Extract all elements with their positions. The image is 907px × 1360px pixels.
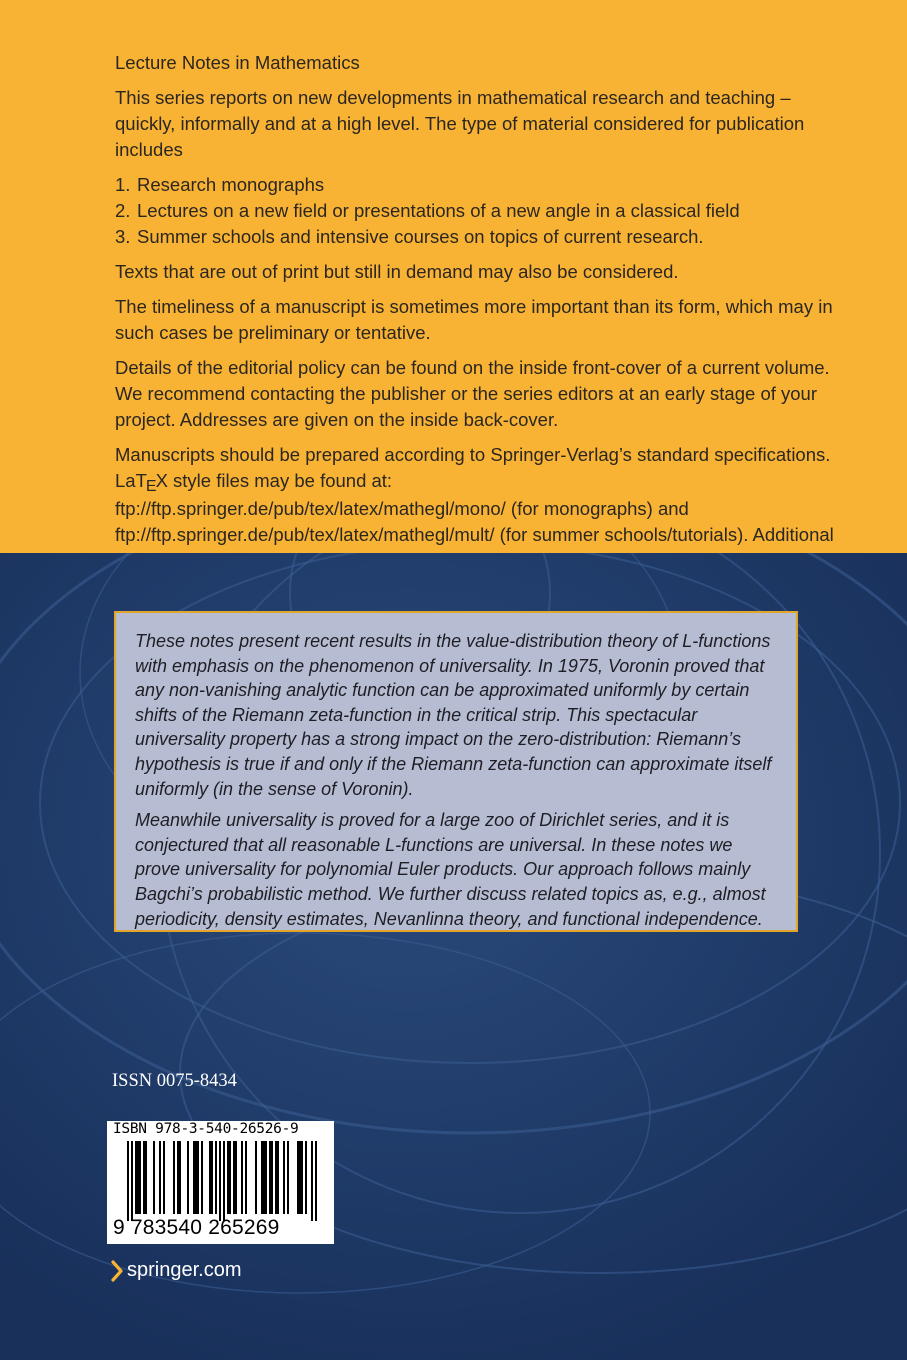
barcode-bar bbox=[241, 1141, 243, 1214]
barcode-bar bbox=[201, 1141, 203, 1214]
barcode-bar bbox=[275, 1141, 277, 1214]
springer-website-link[interactable] bbox=[110, 1259, 242, 1282]
barcode-bar bbox=[143, 1141, 145, 1214]
barcode-bar bbox=[269, 1141, 271, 1214]
barcode-bar bbox=[223, 1141, 225, 1221]
editorial-policy-paragraph: Details of the editorial policy can be found on the inside front-cover of a current volume. We recommend contacting the publisher or the series editors at an early stage of your project. Addresses are given on the inside back-cover. bbox=[115, 357, 830, 430]
latex-note: style files may be found at: bbox=[167, 470, 393, 491]
list-item bbox=[115, 224, 835, 250]
barcode-bar bbox=[187, 1141, 189, 1214]
list-text: Lectures on a new field or presentations of a new angle in a classical field bbox=[137, 200, 740, 221]
barcode-bar bbox=[311, 1141, 313, 1221]
barcode-bar bbox=[301, 1141, 303, 1214]
barcode-bar bbox=[227, 1141, 229, 1214]
list-number: 3. bbox=[115, 226, 131, 247]
isbn-label: ISBN 978-3-540-26526-9 bbox=[113, 1121, 299, 1137]
barcode-bar bbox=[297, 1141, 299, 1214]
barcode-bar bbox=[315, 1141, 317, 1221]
barcode-bar bbox=[135, 1141, 137, 1214]
latex-logo: LaTEX bbox=[115, 470, 168, 495]
barcode-bar bbox=[139, 1141, 141, 1214]
barcode-bar bbox=[271, 1141, 273, 1214]
list-text: Summer schools and intensive courses on topics of current research. bbox=[137, 226, 704, 247]
barcode-bar bbox=[261, 1141, 263, 1214]
series-intro: This series reports on new developments in mathematical research and teaching – quickly, informally and at a high level. The type of material considered for publication includes bbox=[115, 87, 805, 160]
series-info-text bbox=[115, 50, 835, 574]
barcode-bar bbox=[145, 1141, 147, 1214]
issn-label: ISSN 0075-8434 bbox=[112, 1071, 237, 1091]
abstract-box bbox=[114, 611, 798, 932]
barcode-bar bbox=[287, 1141, 289, 1214]
isbn-barcode bbox=[107, 1121, 334, 1244]
barcode-bar bbox=[179, 1141, 181, 1214]
barcode-bar bbox=[177, 1141, 179, 1214]
list-item bbox=[115, 172, 835, 198]
barcode-bar bbox=[153, 1141, 155, 1214]
barcode-bar bbox=[131, 1141, 133, 1221]
barcode-bar bbox=[197, 1141, 199, 1214]
barcode-bar bbox=[219, 1141, 221, 1221]
barcode-bar bbox=[265, 1141, 267, 1214]
barcode-bar bbox=[137, 1141, 139, 1214]
barcode-bar bbox=[215, 1141, 217, 1214]
barcode-bar bbox=[193, 1141, 195, 1214]
out-of-print-paragraph: Texts that are out of print but still in demand may also be considered. bbox=[115, 261, 679, 282]
timeliness-paragraph: The timeliness of a manuscript is sometimes more important than its form, which may in such cases be preliminary or tentative. bbox=[115, 296, 833, 343]
barcode-bar bbox=[277, 1141, 279, 1214]
barcode-bar bbox=[211, 1141, 213, 1214]
website-label: springer.com bbox=[127, 1259, 242, 1281]
list-number: 1. bbox=[115, 174, 131, 195]
barcode-bar bbox=[245, 1141, 247, 1214]
list-item bbox=[115, 198, 835, 224]
ftp-mult-link[interactable]: ftp://ftp.springer.de/pub/tex/latex/mathegl/mult/ (for summer schools/tutorials). Additional bbox=[115, 524, 834, 545]
chevron-right-icon bbox=[110, 1260, 124, 1282]
barcode-bar bbox=[229, 1141, 231, 1214]
barcode-bar bbox=[173, 1141, 175, 1214]
barcode-bar bbox=[127, 1141, 129, 1221]
abstract-paragraph-2: Meanwhile universality is proved for a large zoo of Dirichlet series, and it is conjectured that all reasonable L-functions are universal. In these notes we prove universality for polynomial Euler products. Our approach follows mainly Bagchi’s probabilistic method. We further discuss related topics as, e.g., almost periodicity, density estimates, Nevanlinna theory, and functional independence. bbox=[135, 810, 766, 929]
abstract-paragraph-1: These notes present recent results in the value-distribution theory of L-functions with emphasis on the phenomenon of universality. In 1975, Voronin proved that any non-vanishing analytic function can be approximated uniformly by certain shifts of the Riemann zeta-function in the critical strip. This spectacular universality property has a strong impact on the zero-distribution: Riemann’s hypothesis is true if and only if the Riemann zeta-function can approximate itself uniformly (in the sense of Voronin). bbox=[135, 631, 772, 799]
barcode-bar bbox=[255, 1141, 257, 1214]
barcode-bar bbox=[163, 1141, 165, 1214]
series-title: Lecture Notes in Mathematics bbox=[115, 52, 360, 73]
barcode-bar bbox=[283, 1141, 285, 1214]
manuscripts-sentence: Manuscripts should be prepared according to Springer-Verlag’s standard specifications. bbox=[115, 444, 831, 465]
barcode-bar bbox=[305, 1141, 307, 1214]
list-number: 2. bbox=[115, 200, 131, 221]
barcode-bar bbox=[209, 1141, 211, 1214]
list-text: Research monographs bbox=[137, 174, 325, 195]
barcode-bar bbox=[233, 1141, 235, 1214]
ftp-mono-link[interactable]: ftp://ftp.springer.de/pub/tex/latex/mathegl/mono/ (for monographs) and bbox=[115, 498, 689, 519]
material-type-list bbox=[115, 172, 835, 250]
barcode-bar bbox=[299, 1141, 301, 1214]
series-info-band bbox=[0, 0, 907, 553]
barcode-bar bbox=[235, 1141, 237, 1214]
barcode-bar bbox=[263, 1141, 265, 1214]
ean-digits: 9 783540 265269 bbox=[113, 1216, 280, 1239]
barcode-bar bbox=[159, 1141, 161, 1214]
barcode-bar bbox=[195, 1141, 197, 1214]
